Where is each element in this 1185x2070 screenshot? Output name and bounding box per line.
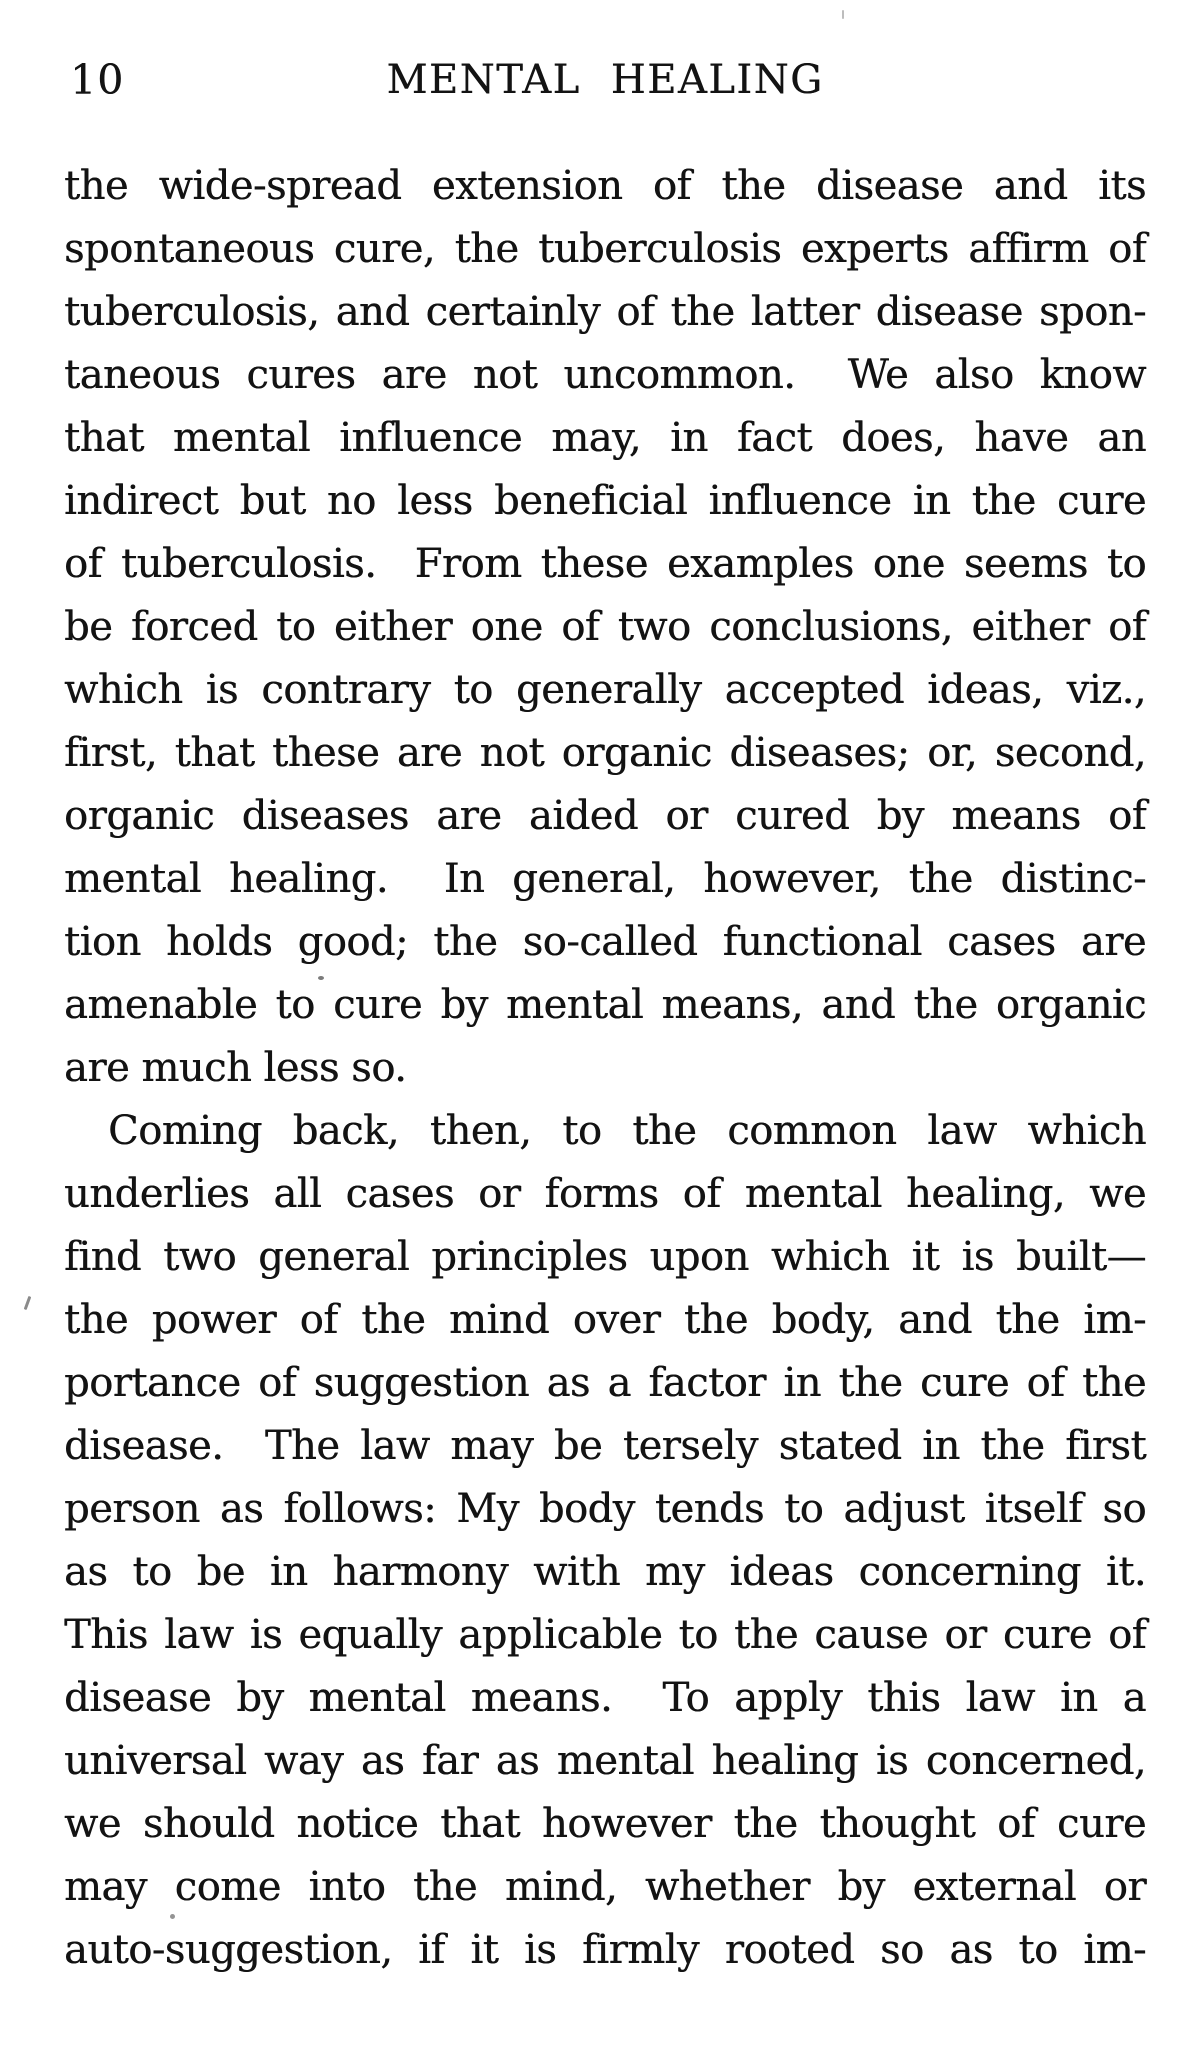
text-line: taneous cures are not uncommon. We also know	[64, 352, 1146, 398]
text-block	[64, 155, 1146, 1982]
text-line: tuberculosis, and certainly of the latter disease spon-	[64, 289, 1146, 335]
text-line: we should notice that however the thought of cure	[64, 1801, 1146, 1847]
scan-artifact	[170, 1914, 175, 1919]
text-line: indirect but no less beneficial influence in the cure	[64, 478, 1146, 524]
text-line: may come into the mind, whether by external or	[64, 1864, 1146, 1910]
text-line: Coming back, then, to the common law which	[108, 1108, 1146, 1154]
page-header	[64, 52, 1146, 108]
text-line: tion holds good; the so-called functional cases are	[64, 919, 1146, 965]
text-line: organic diseases are aided or cured by means of	[64, 793, 1146, 839]
text-line: mental healing. In general, however, the distinc-	[64, 856, 1146, 902]
scan-artifact	[24, 1296, 32, 1310]
text-line: be forced to either one of two conclusions, either of	[64, 604, 1146, 650]
text-line: amenable to cure by mental means, and the organic	[64, 982, 1146, 1028]
text-line: auto-suggestion, if it is firmly rooted so as to im-	[64, 1927, 1146, 1973]
page-number: 10	[70, 56, 125, 104]
running-title: MENTAL HEALING	[386, 57, 824, 103]
text-line: find two general principles upon which it is built—	[64, 1234, 1146, 1280]
text-line: underlies all cases or forms of mental healing, we	[64, 1171, 1146, 1217]
text-line: first, that these are not organic diseases; or, second,	[64, 730, 1146, 776]
text-line: This law is equally applicable to the cause or cure of	[64, 1612, 1146, 1658]
text-line: that mental influence may, in fact does, have an	[64, 415, 1146, 461]
text-line: of tuberculosis. From these examples one seems to	[64, 541, 1146, 587]
text-line: disease. The law may be tersely stated in the first	[64, 1423, 1146, 1469]
text-line: as to be in harmony with my ideas concerning it.	[64, 1549, 1146, 1595]
text-line: spontaneous cure, the tuberculosis experts affirm of	[64, 226, 1146, 272]
text-line: are much less so.	[64, 1045, 407, 1091]
text-line: person as follows: My body tends to adjust itself so	[64, 1486, 1146, 1532]
text-line: the power of the mind over the body, and the im-	[64, 1297, 1146, 1343]
scan-artifact	[318, 976, 324, 980]
text-line: universal way as far as mental healing is concerned,	[64, 1738, 1146, 1784]
scan-artifact	[842, 10, 844, 19]
text-line: portance of suggestion as a factor in the cure of the	[64, 1360, 1146, 1406]
text-line: the wide-spread extension of the disease and its	[64, 163, 1146, 209]
text-line: disease by mental means. To apply this law in a	[64, 1675, 1146, 1721]
text-line: which is contrary to generally accepted ideas, viz.,	[64, 667, 1146, 713]
